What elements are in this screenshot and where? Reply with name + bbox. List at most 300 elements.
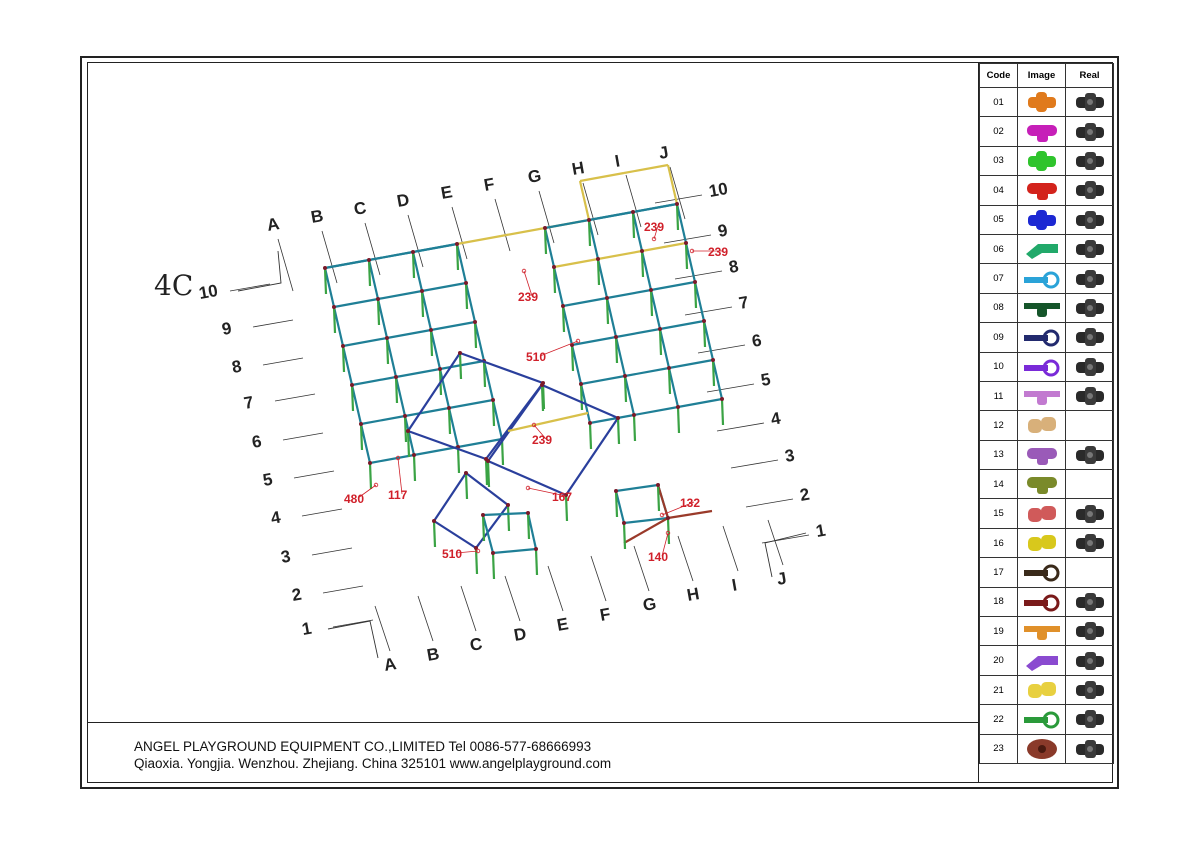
top-beam (624, 165, 668, 173)
flange-fitting-icon (1022, 738, 1062, 760)
legend-real-photo (1066, 734, 1114, 763)
post (422, 291, 423, 317)
grid-leader-left (312, 548, 352, 555)
frame-beam (616, 485, 658, 491)
post (493, 400, 494, 426)
joint (720, 397, 724, 401)
grid-letter-bottom: F (598, 604, 612, 625)
post (633, 212, 634, 238)
joint (614, 335, 618, 339)
legend-row (980, 205, 1114, 234)
real-fitting-photo-part (1087, 187, 1093, 193)
real-fitting-photo-part (1087, 393, 1093, 399)
corner-bracket-top-left (238, 251, 281, 291)
legend-image (1018, 117, 1066, 146)
real-fitting-photo-icon (1072, 385, 1108, 407)
legend-code: 04 (980, 176, 1018, 205)
legend-real-photo (1066, 411, 1114, 440)
legend-code: 02 (980, 117, 1018, 146)
legend-row (980, 176, 1114, 205)
real-fitting-photo-icon (1072, 326, 1108, 348)
legend-real-photo (1066, 146, 1114, 175)
legend-row (980, 617, 1114, 646)
real-fitting-photo-part (1087, 334, 1093, 340)
real-fitting-photo-part (1087, 599, 1093, 605)
tee-fitting-icon (1022, 121, 1062, 143)
frame-beam-blue (476, 505, 508, 548)
real-fitting-photo-part (1087, 687, 1093, 693)
elbow-fitting-icon-part (1026, 656, 1058, 671)
joint (640, 249, 644, 253)
real-fitting-photo-part (1087, 511, 1093, 517)
post (598, 259, 599, 285)
post (678, 407, 679, 433)
frame-beam (572, 337, 616, 345)
post (483, 515, 484, 541)
dimension-label: 239 (708, 245, 729, 259)
legend-row (980, 234, 1114, 263)
joint (675, 202, 679, 206)
legend-row (980, 381, 1114, 410)
grid-letter-bottom: D (512, 624, 528, 645)
joint (350, 383, 354, 387)
joint (534, 547, 538, 551)
post (528, 513, 529, 539)
post (616, 491, 617, 517)
joint (458, 351, 462, 355)
legend-image (1018, 617, 1066, 646)
post (634, 415, 635, 441)
legend-header-real: Real (1066, 64, 1114, 88)
post (414, 455, 415, 481)
plate-fitting-icon-part (1037, 395, 1047, 405)
post (536, 549, 537, 575)
joint (432, 519, 436, 523)
post (458, 447, 459, 473)
legend-real-photo (1066, 234, 1114, 263)
clamp-fitting-icon (1022, 561, 1062, 583)
legend-code: 03 (980, 146, 1018, 175)
post (554, 267, 555, 293)
real-fitting-photo-part (1087, 716, 1093, 722)
grid-number-right: 2 (798, 484, 812, 505)
joint (481, 513, 485, 517)
frame-beam (369, 252, 413, 260)
post (607, 298, 608, 324)
legend-real-photo (1066, 323, 1114, 352)
legend-header-row (980, 64, 1114, 88)
post (466, 473, 467, 499)
grid-number-right: 9 (716, 220, 730, 241)
legend-real-photo (1066, 558, 1114, 587)
real-fitting-photo-icon (1072, 121, 1108, 143)
dimension-label: 132 (680, 496, 701, 510)
legend-code: 18 (980, 587, 1018, 616)
grid-leader-left (275, 394, 315, 401)
dimension-label: 239 (518, 290, 539, 304)
grid-letter-bottom: H (685, 584, 701, 605)
grid-leader-bottom (768, 520, 783, 565)
clamp-fitting-icon (1022, 268, 1062, 290)
cross-fitting-icon (1022, 91, 1062, 113)
legend-real-photo (1066, 352, 1114, 381)
dimension-label: 140 (648, 550, 669, 564)
frame-beam-blue (434, 521, 476, 548)
grid-number-left: 7 (242, 392, 256, 413)
grid-letter-bottom: E (555, 614, 570, 635)
post (581, 384, 582, 410)
joint (587, 218, 591, 222)
post (369, 260, 370, 286)
real-fitting-photo-icon (1072, 91, 1108, 113)
grid-leader-left (283, 433, 323, 440)
joint (486, 459, 490, 463)
legend-image (1018, 88, 1066, 117)
legend-image (1018, 264, 1066, 293)
joint (323, 266, 327, 270)
grid-letter-top: H (570, 158, 586, 179)
real-fitting-photo-icon (1072, 679, 1108, 701)
sleeve-fitting-icon-part (1041, 506, 1056, 520)
joint (429, 328, 433, 332)
frame-beam-blue (434, 473, 466, 521)
real-fitting-photo-icon (1072, 238, 1108, 260)
joint (438, 367, 442, 371)
post (695, 282, 696, 308)
grid-letter-top: C (352, 198, 368, 219)
joint (623, 374, 627, 378)
grid-leader-top (495, 199, 510, 251)
grid-leader-left (333, 620, 373, 627)
post (486, 459, 487, 485)
joint (622, 521, 626, 525)
legend-row (980, 587, 1114, 616)
legend-header-code: Code (980, 64, 1018, 88)
grid-letter-bottom: J (775, 568, 789, 589)
post (616, 337, 617, 363)
clamp-fitting-icon (1022, 591, 1062, 613)
post (405, 416, 406, 442)
assembly-drawing-canvas (88, 63, 978, 722)
grid-letter-top: A (265, 214, 281, 235)
legend-row (980, 705, 1114, 734)
cross-fitting-icon (1022, 209, 1062, 231)
legend-image (1018, 411, 1066, 440)
frame-beam (334, 299, 378, 307)
frame-beam (361, 416, 405, 424)
frame-beam (625, 368, 669, 376)
grid-number-left: 8 (230, 356, 244, 377)
frame-beam-brown (668, 511, 712, 518)
real-fitting-photo-part (1087, 746, 1093, 752)
grid-letter-top: I (613, 151, 622, 171)
flange-fitting-icon-part (1038, 745, 1046, 753)
elbow-fitting-icon-part (1026, 244, 1058, 259)
real-fitting-photo-part (1087, 452, 1093, 458)
joint (649, 288, 653, 292)
grid-leader-bottom (375, 606, 390, 651)
legend-image (1018, 205, 1066, 234)
frame-beam (589, 212, 633, 220)
joint (616, 416, 620, 420)
grid-number-left: 10 (197, 280, 220, 303)
plate-fitting-icon-part (1037, 307, 1047, 317)
joint (473, 320, 477, 324)
joint (385, 336, 389, 340)
post (669, 368, 670, 394)
frame-beam (669, 360, 713, 368)
sleeve-fitting-icon (1022, 679, 1062, 701)
real-fitting-photo-icon (1072, 708, 1108, 730)
sleeve-fitting-icon-part (1041, 535, 1056, 549)
frame-beam (633, 204, 677, 212)
legend-real-photo (1066, 440, 1114, 469)
real-fitting-photo-icon (1072, 591, 1108, 613)
legend-code: 11 (980, 381, 1018, 410)
dimension-label: 510 (526, 350, 547, 364)
legend-row (980, 293, 1114, 322)
frame-beam (563, 298, 607, 306)
legend-code: 17 (980, 558, 1018, 587)
legend-real-photo (1066, 470, 1114, 499)
legend-real-photo (1066, 176, 1114, 205)
legend-code: 09 (980, 323, 1018, 352)
post (651, 290, 652, 316)
joint (403, 414, 407, 418)
joint (656, 483, 660, 487)
legend-image (1018, 381, 1066, 410)
tee-fitting-icon-part (1037, 189, 1048, 200)
frame-beam (660, 321, 704, 329)
legend-code: 01 (980, 88, 1018, 117)
post (408, 431, 409, 457)
grid-leader-bottom (634, 546, 649, 591)
real-fitting-photo-icon (1072, 532, 1108, 554)
post (722, 399, 723, 425)
sleeve-fitting-icon-part (1028, 508, 1042, 522)
top-beam (668, 165, 677, 204)
dimension-label: 167 (552, 490, 573, 504)
legend-image (1018, 293, 1066, 322)
joint (411, 250, 415, 254)
frame-beam (422, 283, 466, 291)
grid-number-left: 1 (300, 618, 314, 639)
joint (464, 281, 468, 285)
legend-image (1018, 675, 1066, 704)
legend-row (980, 264, 1114, 293)
legend-real-photo (1066, 587, 1114, 616)
post (563, 306, 564, 332)
legend-row (980, 88, 1114, 117)
tee-fitting-icon-part (1037, 131, 1048, 142)
grid-leader-bottom (591, 556, 606, 601)
frame-beam (449, 400, 493, 408)
joint (332, 305, 336, 309)
grid-leader-bottom (505, 576, 520, 621)
joint (506, 503, 510, 507)
grid-leader-bottom (418, 596, 433, 641)
post (618, 418, 619, 444)
legend-image (1018, 146, 1066, 175)
post (413, 252, 414, 278)
joint (367, 258, 371, 262)
footer (88, 722, 978, 782)
legend-code: 07 (980, 264, 1018, 293)
post (713, 360, 714, 386)
post (542, 385, 543, 411)
grid-number-left: 5 (261, 469, 275, 490)
joint (420, 289, 424, 293)
legend-row (980, 440, 1114, 469)
frame-beam (440, 361, 484, 369)
grid-letter-bottom: A (382, 654, 398, 675)
parts-legend-table (979, 63, 1114, 764)
real-fitting-photo-icon (1072, 268, 1108, 290)
frame-beam (378, 291, 422, 299)
legend-image (1018, 646, 1066, 675)
real-fitting-photo-icon (1072, 444, 1108, 466)
dimension-label: 480 (344, 492, 365, 506)
dimension-label: 117 (388, 488, 408, 502)
real-fitting-photo-part (1087, 246, 1093, 252)
grid-letter-top: F (482, 174, 496, 195)
real-fitting-photo-icon (1072, 503, 1108, 525)
grid-leader-right (746, 499, 793, 507)
cross-fitting-icon-part (1036, 210, 1047, 230)
legend-image (1018, 705, 1066, 734)
real-fitting-photo-part (1087, 540, 1093, 546)
post (572, 345, 573, 371)
post (677, 204, 678, 230)
legend-real-photo (1066, 381, 1114, 410)
legend-row (980, 558, 1114, 587)
post (545, 228, 546, 254)
legend-code: 14 (980, 470, 1018, 499)
post (484, 361, 485, 387)
grid-letter-bottom: I (730, 575, 739, 595)
tee-fitting-icon-part (1037, 454, 1048, 465)
legend-image (1018, 558, 1066, 587)
post (686, 243, 687, 269)
post (466, 283, 467, 309)
joint (631, 210, 635, 214)
clamp-fitting-icon (1022, 356, 1062, 378)
post (325, 268, 326, 294)
real-fitting-photo-part (1087, 217, 1093, 223)
sleeve-fitting-icon (1022, 503, 1062, 525)
frame-beam (598, 251, 642, 259)
legend-real-photo (1066, 528, 1114, 557)
legend-real-photo (1066, 264, 1114, 293)
grid-letter-top: D (395, 190, 411, 211)
joint (540, 383, 544, 387)
frame-beam (581, 376, 625, 384)
legend-code: 23 (980, 734, 1018, 763)
legend-image (1018, 440, 1066, 469)
post (334, 307, 335, 333)
frame-beam (607, 290, 651, 298)
joint (491, 551, 495, 555)
joint (394, 375, 398, 379)
post (660, 329, 661, 355)
legend-row (980, 411, 1114, 440)
cross-fitting-icon (1022, 150, 1062, 172)
joint (667, 366, 671, 370)
real-fitting-photo-icon (1072, 179, 1108, 201)
tee-fitting-icon (1022, 444, 1062, 466)
plate-fitting-icon (1022, 620, 1062, 642)
post (396, 377, 397, 403)
legend-row (980, 352, 1114, 381)
frame-beam (431, 322, 475, 330)
legend-code: 19 (980, 617, 1018, 646)
grid-letter-bottom: B (425, 644, 441, 665)
legend-code: 15 (980, 499, 1018, 528)
sleeve-fitting-icon-part (1028, 684, 1042, 698)
post (378, 299, 379, 325)
post (370, 463, 371, 489)
grid-leader-right (731, 460, 778, 468)
frame-beam-blue (566, 418, 618, 495)
legend-image (1018, 470, 1066, 499)
post (625, 376, 626, 402)
company-line: ANGEL PLAYGROUND EQUIPMENT CO.,LIMITED Tel 0086-577-68666993 (134, 739, 592, 754)
grid-number-right: 4 (769, 408, 783, 429)
joint (676, 405, 680, 409)
cross-fitting-icon-part (1036, 151, 1047, 171)
frame-beam (554, 259, 598, 267)
frame-beam (616, 329, 660, 337)
grid-leader-left (323, 586, 363, 593)
grid-letter-top: E (439, 182, 454, 203)
corner-bracket-bottom-right (765, 533, 806, 577)
post (642, 251, 643, 277)
clamp-fitting-icon (1022, 326, 1062, 348)
joint (341, 344, 345, 348)
post (431, 330, 432, 356)
post (352, 385, 353, 411)
legend-code: 10 (980, 352, 1018, 381)
legend-row (980, 646, 1114, 675)
legend-code: 08 (980, 293, 1018, 322)
grid-number-right: 7 (737, 292, 751, 313)
legend-row (980, 117, 1114, 146)
grid-leader-left (253, 320, 293, 327)
assembly-drawing (88, 63, 978, 722)
grid-leader-bottom (723, 526, 738, 571)
cross-fitting-icon-part (1036, 92, 1047, 112)
elbow-fitting-icon (1022, 238, 1062, 260)
top-beam (580, 173, 624, 181)
legend-code: 20 (980, 646, 1018, 675)
frame-beam (483, 513, 528, 515)
post (387, 338, 388, 364)
real-fitting-photo-part (1087, 364, 1093, 370)
title-mark: 4C (154, 269, 194, 302)
legend-row (980, 675, 1114, 704)
joint (491, 398, 495, 402)
joint (543, 226, 547, 230)
grid-letter-bottom: G (641, 593, 658, 615)
grid-leader-left (302, 509, 342, 516)
dimension-label: 239 (644, 220, 665, 234)
legend-row (980, 499, 1114, 528)
frame-beam (413, 244, 457, 252)
legend-image (1018, 528, 1066, 557)
real-fitting-photo-icon (1072, 209, 1108, 231)
legend-image (1018, 234, 1066, 263)
joint (684, 241, 688, 245)
